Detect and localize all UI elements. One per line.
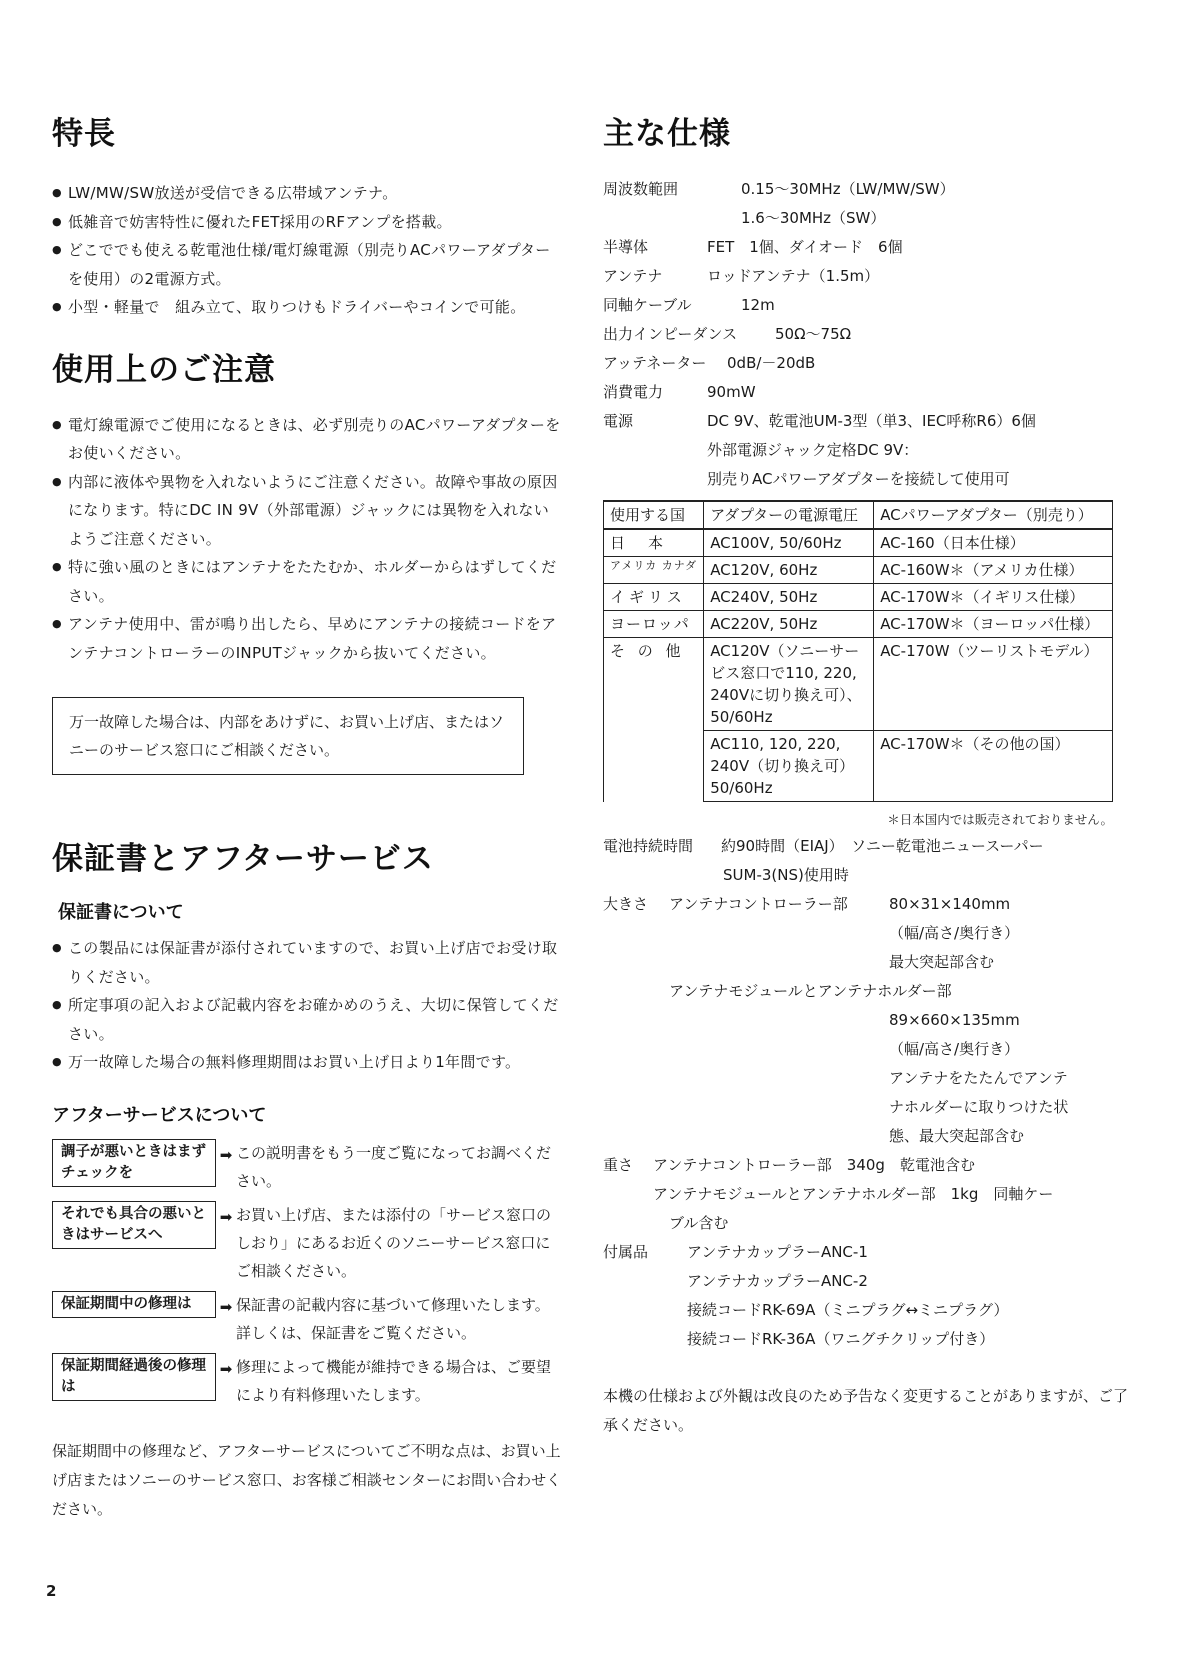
arrow-right-icon: ➡ <box>219 1359 233 1378</box>
spec-value: 別売りACパワーアダプターを接続して使用可 <box>707 470 1010 488</box>
table-row <box>604 557 1113 584</box>
spec-value: 0.15～30MHz（LW/MW/SW） <box>741 180 955 198</box>
table-row <box>604 638 1113 731</box>
spec-label: 半導体 <box>603 238 649 256</box>
spec-value: （幅/高さ/奥行き） <box>889 924 1020 942</box>
table-cell: AC120V, 60Hz <box>704 557 874 584</box>
spec-change-note: 本機の仕様および外観は改良のため予告なく変更することがありますが、ご了承ください。 <box>603 1387 1129 1434</box>
table-header-cell: アダプターの電源電圧 <box>704 501 874 529</box>
table-cell: AC-160W＊（アメリカ仕様） <box>874 557 1113 584</box>
spec-value: 1.6～30MHz（SW） <box>741 209 886 227</box>
table-row <box>604 529 1113 557</box>
specs-heading: 主な仕様 <box>603 116 731 152</box>
service-label: それでも具合の悪いときはサービスへ <box>52 1201 216 1249</box>
spec-value: 最大突起部含む <box>889 953 995 971</box>
spec-label: 付属品 <box>603 1243 649 1261</box>
spec-label: 同軸ケーブル <box>603 296 692 314</box>
table-cell: ヨーロッパ <box>604 611 704 638</box>
spec-value: 外部電源ジャック定格DC 9V： <box>707 441 919 459</box>
spec-battery-life <box>603 832 1128 861</box>
spec-power-source-adapter <box>603 465 1128 494</box>
list-item: ● アンテナ使用中、雷が鳴り出したら、早めにアンテナの接続コードをアンテナコントローラーのINPUTジャックから抜いてください。 <box>52 610 564 667</box>
table-footnote: ＊日本国内では販売されておりません。 <box>887 812 1113 827</box>
spec-weight <box>603 1151 1128 1180</box>
spec-value: （幅/高さ/奥行き） <box>889 1040 1020 1058</box>
spec-label: 消費電力 <box>603 383 664 401</box>
spec-power-source <box>603 407 1128 436</box>
list-item: ● 内部に液体や異物を入れないようにご注意ください。故障や事故の原因になります。特にDC IN 9V（外部電源）ジャックには異物を入れないようご注意ください。 <box>52 468 564 554</box>
table-cell: イギリス <box>604 584 704 611</box>
arrow-right-icon: ➡ <box>219 1297 233 1316</box>
spec-value: 約90時間（EIAJ） ソニー乾電池ニュースーパー <box>721 837 1044 855</box>
table-cell: AC100V, 50/60Hz <box>704 529 874 557</box>
spec-value: 50Ω～75Ω <box>775 325 852 343</box>
table-header-cell: ACパワーアダプター（別売り） <box>874 501 1113 529</box>
spec-part: アンテナコントローラー部 <box>669 895 848 913</box>
spec-power-consumption <box>603 378 1128 407</box>
table-cell: AC-170W＊（ヨーロッパ仕様） <box>874 611 1113 638</box>
after-service-subheading: アフターサービスについて <box>52 1104 267 1126</box>
table-cell: AC-170W＊（イギリス仕様） <box>874 584 1113 611</box>
list-item: ● 小型・軽量で 組み立て、取りつけもドライバーやコインで可能。 <box>52 293 564 322</box>
spec-value: 12m <box>741 296 775 314</box>
spec-value: アンテナカップラーANC-2 <box>687 1272 868 1290</box>
table-cell: そ の 他 <box>604 638 704 802</box>
spec-label: アンテナ <box>603 267 663 285</box>
spec-accessories <box>603 1238 1128 1267</box>
spec-value: アンテナモジュールとアンテナホルダー部 1kg 同軸ケー <box>653 1185 1054 1203</box>
ac-adapter-table <box>603 500 1113 802</box>
list-item: ● この製品には保証書が添付されていますので、お買い上げ店でお受け取りください。 <box>52 934 564 991</box>
service-label: 保証期間経過後の修理は <box>52 1353 216 1401</box>
table-cell: AC-160（日本仕様） <box>874 529 1113 557</box>
spec-cable <box>603 291 1128 320</box>
spec-value: ロッドアンテナ（1.5m） <box>707 267 880 285</box>
spec-value: 80×31×140mm <box>889 895 1011 913</box>
service-row <box>52 1201 564 1285</box>
list-item: ● LW/MW/SW放送が受信できる広帯域アンテナ。 <box>52 179 564 208</box>
spec-power-source-ext <box>603 436 1128 465</box>
spec-value: 接続コードRK-69A（ミニプラグ↔ミニプラグ） <box>687 1301 1009 1319</box>
features-list <box>52 179 564 322</box>
arrow-right-icon: ➡ <box>219 1207 233 1226</box>
table-cell: AC-170W（ツーリストモデル） <box>874 638 1113 731</box>
table-cell: AC-170W＊（その他の国） <box>874 731 1113 802</box>
repair-notice-box: 万一故障した場合は、内部をあけずに、お買い上げ店、またはソニーのサービス窓口にご相談ください。 <box>52 697 524 775</box>
cautions-list <box>52 411 564 668</box>
table-header-row <box>604 501 1113 529</box>
warranty-list <box>52 934 564 1077</box>
spec-value: ナホルダーに取りつけた状 <box>889 1098 1069 1116</box>
table-header-cell: 使用する国 <box>604 501 704 529</box>
spec-frequency-sw <box>603 204 1128 233</box>
list-item: ● 特に強い風のときにはアンテナをたたむか、ホルダーからはずしてください。 <box>52 553 564 610</box>
spec-label: 出力インピーダンス <box>603 325 738 343</box>
table-cell: AC220V, 50Hz <box>704 611 874 638</box>
table-cell: AC240V, 50Hz <box>704 584 874 611</box>
spec-impedance <box>603 320 1128 349</box>
warranty-heading: 保証書とアフターサービス <box>52 841 434 877</box>
service-desc: 保証書の記載内容に基づいて修理いたします。詳しくは、保証書をご覧ください。 <box>236 1295 550 1342</box>
arrow-right-icon: ➡ <box>219 1145 233 1164</box>
table-cell: アメリカ カナダ <box>604 557 704 584</box>
spec-list-2 <box>603 832 1128 1354</box>
list-item: ● 所定事項の記入および記載内容をお確かめのうえ、大切に保管してください。 <box>52 991 564 1048</box>
spec-label: 電池持続時間 <box>603 837 694 855</box>
spec-label: 重さ <box>603 1156 634 1174</box>
features-heading: 特長 <box>52 116 116 152</box>
spec-value: FET 1個、ダイオード 6個 <box>707 238 903 256</box>
spec-value: ブル含む <box>669 1214 729 1232</box>
table-row <box>604 584 1113 611</box>
spec-value: アンテナコントローラー部 340g 乾電池含む <box>653 1156 975 1174</box>
spec-value: 89×660×135mm <box>889 1011 1020 1029</box>
service-row <box>52 1291 564 1347</box>
table-cell: AC120V（ソニーサービス窓口で110, 220, 240Vに切り換え可）、50/60Hz <box>704 638 874 731</box>
spec-value: DC 9V、乾電池UM-3型（単3、IEC呼称R6）6個 <box>707 412 1036 430</box>
service-desc: お買い上げ店、または添付の「サービス窓口のしおり」にあるお近くのソニーサービス窓口にご相談ください。 <box>236 1205 552 1280</box>
cautions-heading: 使用上のご注意 <box>52 351 276 388</box>
spec-part: アンテナモジュールとアンテナホルダー部 <box>669 982 952 1000</box>
spec-value: アンテナをたたんでアンテ <box>889 1069 1068 1087</box>
service-row <box>52 1139 564 1195</box>
spec-size <box>603 890 1128 919</box>
list-item: ● 万一故障した場合の無料修理期間はお買い上げ日より1年間です。 <box>52 1048 564 1077</box>
right-column <box>603 108 1128 1440</box>
spec-label: アッテネーター <box>603 354 707 372</box>
spec-list <box>603 175 1128 494</box>
spec-label: 大きさ <box>603 895 649 913</box>
spec-value: 90mW <box>707 383 756 401</box>
table-row <box>604 611 1113 638</box>
spec-value: SUM-3(NS)使用時 <box>723 866 849 884</box>
spec-value: 接続コードRK-36A（ワニグチクリップ付き） <box>687 1330 995 1348</box>
service-guide <box>52 1139 564 1409</box>
page-number: 2 <box>46 1582 57 1600</box>
left-column <box>52 108 564 1524</box>
service-desc: 修理によって機能が維持できる場合は、ご要望により有料修理いたします。 <box>236 1357 552 1404</box>
spec-frequency <box>603 175 1128 204</box>
list-item: ● どこででも使える乾電池仕様/電灯線電源（別売りACパワーアダプターを使用）の2電源方式。 <box>52 236 564 293</box>
spec-value: 態、最大突起部含む <box>889 1127 1025 1145</box>
list-item: ● 電灯線電源でご使用になるときは、必ず別売りのACパワーアダプターをお使いください。 <box>52 411 564 468</box>
service-label: 保証期間中の修理は <box>52 1291 216 1318</box>
spec-label: 電源 <box>603 412 634 430</box>
spec-label: 周波数範囲 <box>603 180 679 198</box>
spec-value: 0dB/－20dB <box>727 354 816 372</box>
service-row <box>52 1353 564 1409</box>
service-desc: この説明書をもう一度ご覧になってお調べください。 <box>236 1143 552 1190</box>
table-cell: 日 本 <box>604 529 704 557</box>
table-cell: AC110, 120, 220, 240V（切り換え可）50/60Hz <box>704 731 874 802</box>
spec-attenuator <box>603 349 1128 378</box>
spec-antenna <box>603 262 1128 291</box>
service-label: 調子が悪いときはまずチェックを <box>52 1139 216 1187</box>
warranty-subheading: 保証書について <box>58 902 184 923</box>
spec-semiconductor <box>603 233 1128 262</box>
after-service-closing: 保証期間中の修理など、アフターサービスについてご不明な点は、お買い上げ店またはソニーのサービス窓口、お客様ご相談センターにお問い合わせください。 <box>52 1441 562 1518</box>
list-item: ● 低雑音で妨害特性に優れたFET採用のRFアンプを搭載。 <box>52 208 564 237</box>
spec-value: アンテナカップラーANC-1 <box>687 1243 868 1261</box>
